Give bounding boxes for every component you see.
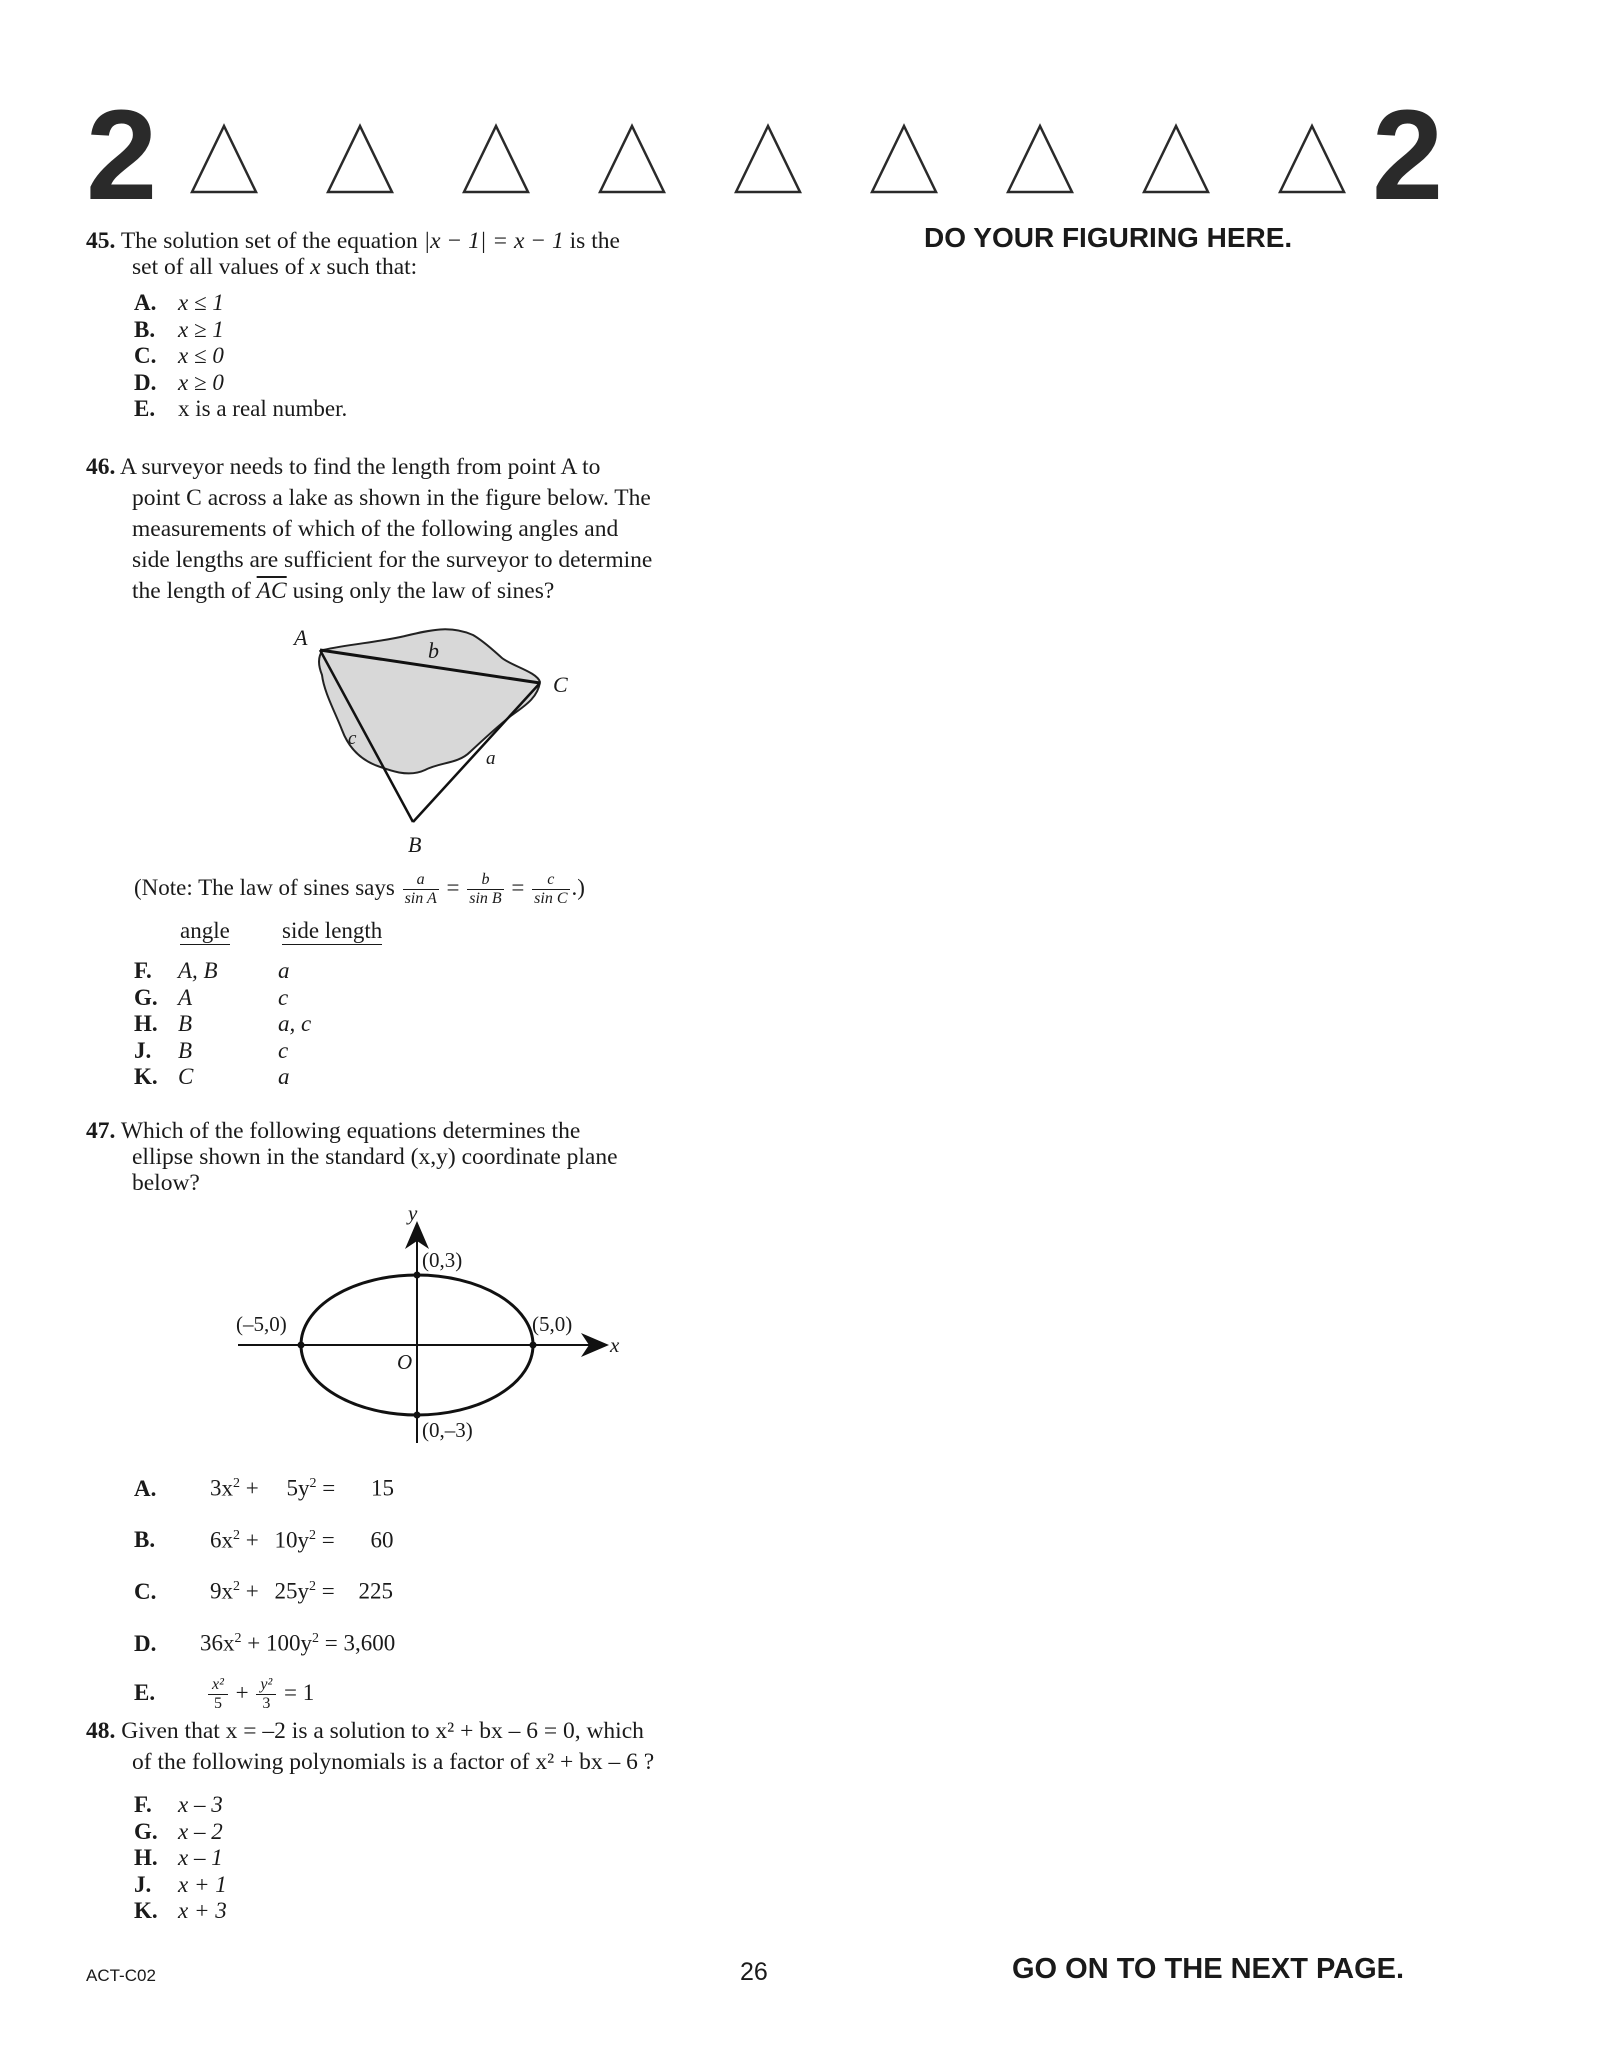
answer-choice[interactable]: H. B a, c: [134, 1011, 312, 1036]
triangle-icon: [1280, 126, 1344, 192]
label-B: B: [408, 832, 422, 857]
triangle-icon: [1008, 126, 1072, 192]
go-on-next-page: GO ON TO THE NEXT PAGE.: [1012, 1953, 1405, 1985]
question-47-options: [134, 1460, 395, 1719]
stem-text: set of all values of: [132, 254, 311, 280]
answer-choice[interactable]: E. x is a real number.: [134, 396, 348, 421]
page-number: 26: [740, 1958, 768, 1986]
triangle-icon: [464, 126, 528, 192]
fraction: $\frac{b}{\text{sin B}}$: [469, 871, 502, 908]
section-number-right: 2: [1372, 84, 1444, 227]
answer-choice[interactable]: F. x – 3: [134, 1792, 223, 1817]
label-C: C: [553, 672, 568, 697]
label-top: (0,3): [422, 1248, 463, 1272]
answer-choice[interactable]: A. $3x^2 + 5y^2 = 15$: [134, 1475, 394, 1501]
answer-choice[interactable]: F. A, B a: [134, 958, 290, 983]
point-right: [530, 1342, 537, 1349]
triangle-row: [190, 122, 1350, 196]
label-b: b: [428, 638, 439, 663]
answer-choice[interactable]: G. x – 2: [134, 1818, 223, 1844]
answer-choice[interactable]: E. $\frac{\text{x²}}{5}$ + $\frac{\text{y²}}{3}$ = 1: [134, 1675, 315, 1712]
origin-label: O: [397, 1350, 413, 1374]
answer-choice[interactable]: K. C a: [134, 1064, 290, 1089]
triangle-icon: [872, 126, 936, 192]
question-48-line: of the following polynomials is a factor of x² + bx – 6 ?: [132, 1749, 655, 1775]
question-47-line: ellipse shown in the standard (x,y) coordinate plane: [132, 1144, 618, 1170]
question-47: [86, 1118, 746, 1196]
triangle-icon: [1144, 126, 1208, 192]
answer-choice[interactable]: A. x ≤ 1: [134, 290, 224, 315]
stem-text: The solution set of the equation: [120, 228, 424, 254]
question-46-line: side lengths are sufficient for the surveyor to determine: [132, 547, 653, 573]
ellipse-graph: [230, 1195, 630, 1455]
triangle-icon: [600, 126, 664, 192]
answer-choice[interactable]: J. B c: [134, 1037, 289, 1063]
label-c: c: [348, 728, 357, 749]
answer-choice[interactable]: J. x + 1: [134, 1871, 227, 1897]
stem-text: is the: [563, 228, 620, 254]
question-number: 46.: [86, 454, 116, 480]
point-left: [298, 1342, 305, 1349]
question-45: [86, 226, 746, 283]
label-a: a: [486, 748, 496, 769]
answer-choice[interactable]: K. x + 3: [134, 1898, 227, 1923]
x-axis-label: x: [610, 1333, 620, 1357]
column-header-side: side length: [282, 918, 383, 943]
triangle-icon: [328, 126, 392, 192]
y-axis-label: y: [408, 1201, 418, 1225]
figuring-label: DO YOUR FIGURING HERE.: [924, 222, 1293, 253]
stem-equation: |x − 1| = x − 1: [423, 228, 564, 254]
question-48-line: 48. Given that x = –2 is a solution to x² + bx – 6 = 0, which: [86, 1718, 644, 1744]
question-46-line: 46. A surveyor needs to find the length from point A to: [86, 454, 601, 480]
stem-variable: x: [310, 254, 321, 280]
question-45-options: [134, 290, 347, 423]
form-code: ACT-C02: [86, 1966, 156, 1985]
question-number: 48.: [86, 1718, 116, 1744]
question-45-line2: [86, 252, 746, 283]
answer-choice[interactable]: C. x ≤ 0: [134, 343, 224, 368]
column-header-angle: angle: [180, 918, 230, 943]
answer-choice[interactable]: C. $9x^2 + 25y^2 = 225$: [134, 1578, 393, 1604]
triangle-icon: [736, 126, 800, 192]
question-47-line: below?: [132, 1170, 200, 1196]
fraction: $\frac{c}{\text{sin C}}$: [534, 871, 568, 908]
question-46: [86, 452, 746, 607]
question-number: 47.: [86, 1118, 116, 1144]
answer-choice[interactable]: B. x ≥ 1: [134, 316, 224, 342]
point-bottom: [414, 1412, 421, 1419]
section-number-left: 2: [86, 84, 158, 227]
label-right: (5,0): [532, 1312, 573, 1336]
question-46-line: measurements of which of the following angles and: [132, 516, 619, 542]
answer-choice[interactable]: H. x – 1: [134, 1845, 223, 1870]
law-of-sines-note: (Note: The law of sines says $\frac{a}{\text{sin A}}$ = $\frac{b}{\text{sin B}}$ = $\frac{c}{\text{sin C}}$ .): [134, 871, 585, 908]
fraction: $\frac{\text{x²}}{5}$: [208, 1676, 228, 1713]
question-46-line: point C across a lake as shown in the figure below. The: [132, 485, 651, 511]
label-bottom: (0,–3): [422, 1418, 473, 1442]
question-48: [86, 1716, 766, 1778]
question-47-line: 47. Which of the following equations determines the: [86, 1118, 581, 1144]
question-number: 45.: [86, 228, 116, 254]
question-46-options: [134, 958, 311, 1091]
fraction: $\frac{a}{\text{sin A}}$: [404, 871, 437, 908]
answer-choice[interactable]: D. $36x^2 + 100y^2 = 3,600$: [134, 1630, 396, 1656]
label-left: (–5,0): [236, 1312, 287, 1336]
answer-choice[interactable]: G. A c: [134, 984, 289, 1010]
label-A: A: [294, 625, 308, 650]
question-46-line: the length of $\overline{AC}$ using only the law of sines?: [132, 578, 555, 604]
segment-ac: $\overline{AC}$: [256, 578, 287, 604]
answer-choice[interactable]: B. $6x^2 + 10y^2 = 60$: [134, 1527, 394, 1553]
stem-text: such that:: [320, 254, 418, 280]
triangle-icon: [192, 126, 256, 192]
point-top: [414, 1272, 421, 1279]
answer-choice[interactable]: D. x ≥ 0: [134, 369, 224, 395]
fraction: $\frac{\text{y²}}{3}$: [256, 1676, 276, 1713]
lake-triangle-figure: [280, 620, 600, 860]
question-48-options: [134, 1792, 227, 1925]
